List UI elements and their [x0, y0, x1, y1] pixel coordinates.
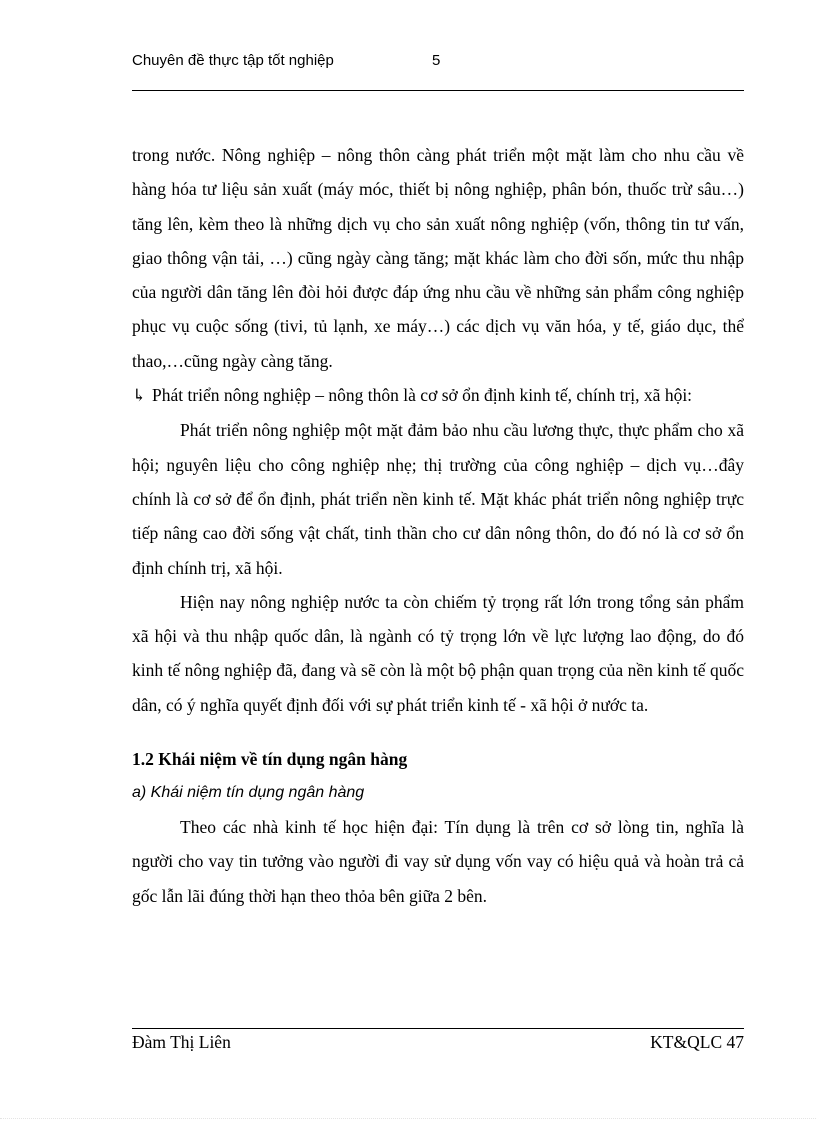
bullet-paragraph	[132, 378, 744, 413]
paragraph-1: trong nước. Nông nghiệp – nông thôn càng phát triển một mặt làm cho nhu cầu về hàng hóa tư liệu sản xuất (máy móc, thiết bị nông nghiệp, phân bón, thuốc trừ sâu…) tăng lên, kèm theo là những dịch vụ cho sản xuất nông nghiệp (vốn, thông tin tư vấn, giao thông vận tải, …) cũng ngày càng tăng; mặt khác làm cho đời sốn, mức thu nhập của người dân tăng lên đòi hỏi được đáp ứng nhu cầu về những sản phẩm công nghiệp phục vụ cuộc sống (tivi, tủ lạnh, xe máy…) các dịch vụ văn hóa, y tế, giáo dục, thể thao,…cũng ngày càng tăng.	[132, 145, 744, 371]
paragraph-3: Phát triển nông nghiệp một mặt đảm bảo nhu cầu lương thực, thực phẩm cho xã hội; nguyên liệu cho công nghiệp nhẹ; thị trường của công nghiệp – dịch vụ…đây chính là cơ sở để ổn định, phát triển nền kinh tế. Mặt khác phát triển nông nghiệp trực tiếp nâng cao đời sống vật chất, tinh thần cho cư dân nông thôn, do đó nó là cơ sở ổn định chính trị, xã hội.	[132, 420, 744, 578]
paragraph-5: Theo các nhà kinh tế học hiện đại: Tín dụng là trên cơ sở lòng tin, nghĩa là người cho vay tin tưởng vào người đi vay sử dụng vốn vay có hiệu quả và hoàn trả cả gốc lẫn lãi đúng thời hạn theo thỏa bên giữa 2 bên.	[132, 817, 744, 906]
footer-class: KT&QLC 47	[650, 1032, 744, 1052]
page-number: 5	[432, 52, 441, 69]
footer-divider	[132, 1028, 744, 1029]
paragraph-4: Hiện nay nông nghiệp nước ta còn chiếm tỷ trọng rất lớn trong tổng sản phẩm xã hội và thu nhập quốc dân, là ngành có tỷ trọng lớn về lực lượng lao động, do đó kinh tế nông nghiệp đã, đang và sẽ còn là một bộ phận quan trọng của nền kinh tế quốc dân, có ý nghĩa quyết định đối với sự phát triển kinh tế - xã hội ở nước ta.	[132, 591, 744, 715]
subsection-heading: a) Khái niệm tín dụng ngân hàng	[132, 784, 365, 802]
header-divider	[132, 90, 744, 91]
hooked-arrow-icon: ↳	[132, 386, 147, 406]
bullet-paragraph-text: Phát triển nông nghiệp – nông thôn là cơ sở ổn định kinh tế, chính trị, xã hội:	[152, 385, 693, 406]
page-body	[132, 138, 744, 913]
section-heading: 1.2 Khái niệm về tín dụng ngân hàng	[132, 749, 408, 770]
header-title: Chuyên đề thực tập tốt nghiệp	[132, 52, 334, 69]
page-edge	[0, 1118, 816, 1119]
page-footer	[132, 1032, 744, 1056]
page-header	[132, 52, 744, 76]
footer-author: Đàm Thị Liên	[132, 1032, 231, 1052]
